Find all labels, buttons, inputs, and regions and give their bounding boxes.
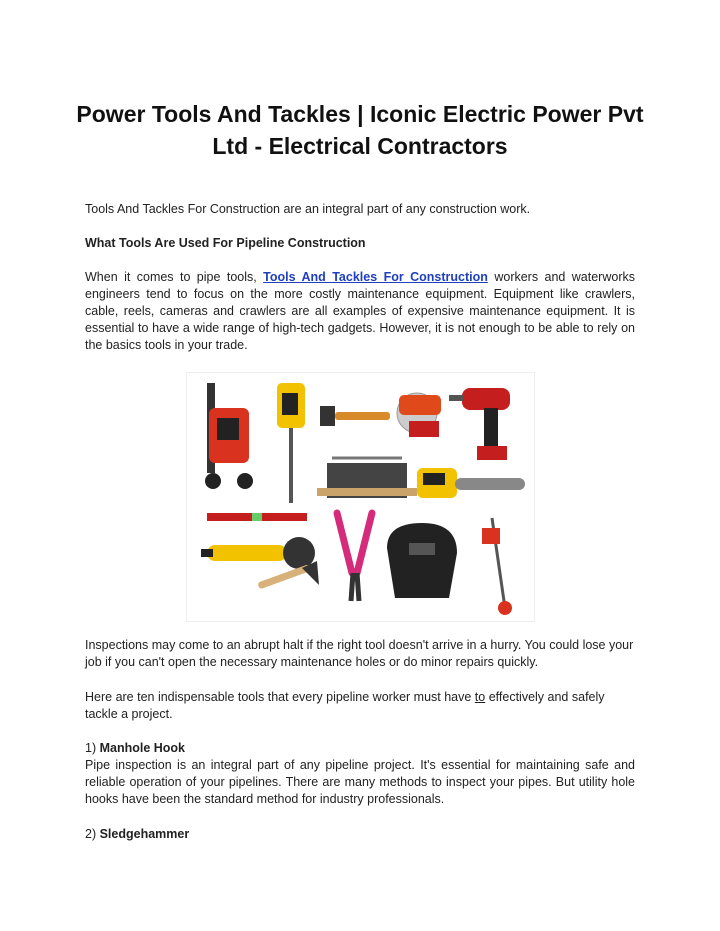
paragraph-text: Here are ten indispensable tools that every pipeline worker must have [85, 690, 475, 704]
paragraph-ten-tools [85, 689, 635, 723]
list-number: 2) [85, 827, 100, 841]
tools-and-tackles-link[interactable]: Tools And Tackles For Construction [263, 270, 488, 284]
angle-grinder-icon [201, 537, 315, 569]
list-item-title: Sledgehammer [99, 827, 190, 841]
list-item-2 [85, 826, 635, 843]
list-number: 1) [85, 741, 100, 755]
page-title: Power Tools And Tackles | Iconic Electric Power Pvt Ltd - Electrical Contractors [76, 101, 644, 159]
intro-paragraph: Tools And Tackles For Construction are an integral part of any construction work. [85, 202, 531, 216]
axe-icon [257, 561, 319, 589]
pliers-icon [337, 513, 372, 601]
spirit-level-icon [207, 513, 307, 521]
hammer-icon [320, 406, 390, 426]
section-heading: What Tools Are Used For Pipeline Construction [85, 236, 366, 250]
list-item-1-text: Pipe inspection is an integral part of any pipeline project. It's essential for maintaining safe and reliable operation of your pipelines. There are many methods to inspect your pipes. But utility hole hooks have been the standard method for industry professionals. [85, 758, 635, 806]
circular-saw-icon [397, 393, 441, 437]
pressure-washer-icon [205, 383, 253, 489]
miter-saw-icon [317, 458, 417, 498]
paragraph-text: workers and waterworks engineers tend to focus on the more costly maintenance equipment. Equipment like crawlers, cable, reels, cameras and crawlers are all examples of expensive maintenance equipment. It is essential to have a wide range of high-tech gadgets. However, it is not enough to be able to rely on the basics tools in your trade. [85, 270, 635, 352]
paragraph-text: effectively and safely tackle a project. [85, 690, 605, 721]
underlined-word: to [474, 690, 486, 704]
chainsaw-icon [417, 468, 525, 498]
tools-collage-image [186, 372, 535, 622]
cordless-drill-icon [449, 388, 510, 460]
welding-helmet-icon [387, 523, 457, 598]
brush-cutter-icon [482, 518, 512, 615]
paragraph-inspections: Inspections may come to an abrupt halt if the right tool doesn't arrive in a hurry. You could lose your job if you can't open the necessary maintenance holes or do minor repairs quickly. [85, 638, 634, 669]
demolition-hammer-icon [277, 383, 305, 503]
list-item-1 [85, 740, 635, 757]
paragraph-text: When it comes to pipe tools, [85, 270, 264, 284]
list-item-title: Manhole Hook [99, 741, 186, 755]
paragraph-pipe-tools [85, 269, 635, 354]
